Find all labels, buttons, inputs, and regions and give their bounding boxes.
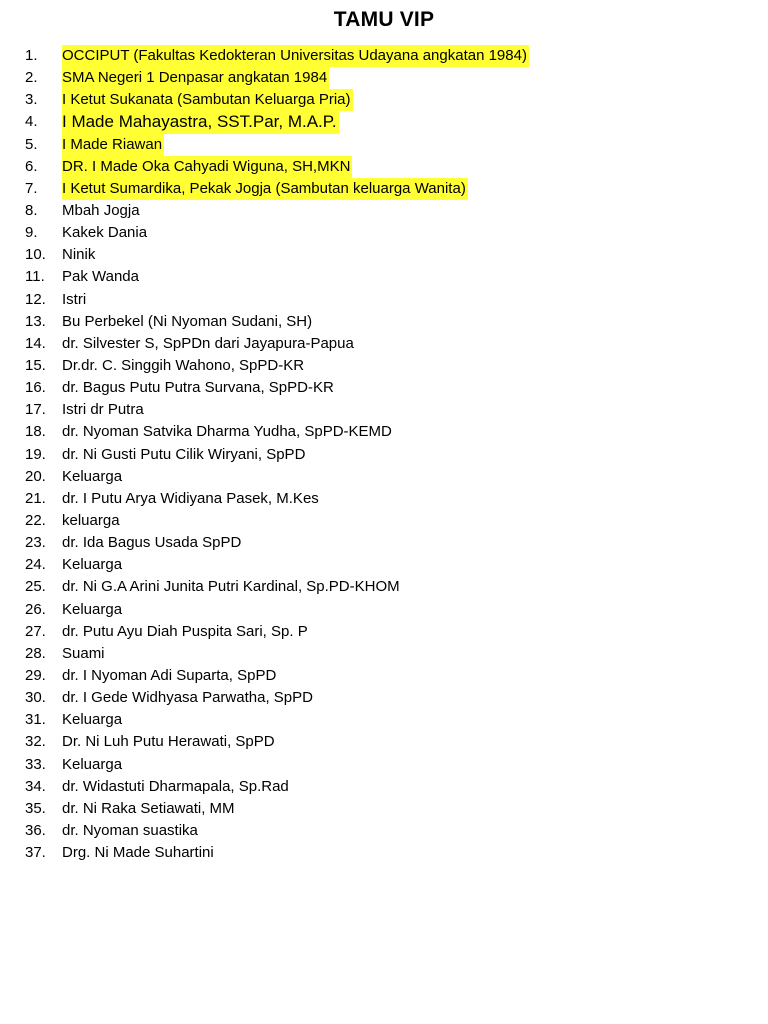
guest-name: Drg. Ni Made Suhartini [62,844,214,862]
guest-list-item [0,709,768,731]
guest-name: dr. Nyoman suastika [62,821,198,839]
guest-list-item [0,67,768,89]
guest-number: 26. [25,600,46,618]
guest-name: Keluarga [62,556,123,574]
guest-name: Bu Perbekel (Ni Nyoman Sudani, SH) [62,312,313,330]
guest-list-item [0,45,768,67]
guest-name: Keluarga [62,755,123,773]
guest-name: Keluarga [62,711,123,729]
guest-list-item [0,200,768,222]
guest-list-item [0,643,768,665]
guest-number: 15. [25,356,46,374]
guest-list-item [0,111,768,133]
guest-list-item [0,687,768,709]
guest-name-highlighted: OCCIPUT (Fakultas Kedokteran Universitas Udayana angkatan 1984) [62,45,529,67]
guest-name: dr. Ni Gusti Putu Cilik Wiryani, SpPD [62,445,306,463]
guest-list-item [0,134,768,156]
guest-name: Suami [62,644,105,662]
guest-number: 12. [25,290,46,308]
guest-number: 35. [25,799,46,817]
guest-list-item [0,731,768,753]
guest-number: 4. [25,113,38,131]
guest-name: Dr.dr. C. Singgih Wahono, SpPD-KR [62,356,305,374]
guest-name: Mbah Jogja [62,201,140,219]
guest-number: 36. [25,821,46,839]
guest-name: Ninik [62,246,96,264]
guest-name-highlighted: I Ketut Sukanata (Sambutan Keluarga Pria) [62,89,353,111]
guest-list-item [0,510,768,532]
guest-number: 14. [25,334,46,352]
guest-list-item [0,244,768,266]
guest-list-item [0,488,768,510]
guest-list-item [0,266,768,288]
guest-name: Dr. Ni Luh Putu Herawati, SpPD [62,733,275,751]
guest-name: dr. I Nyoman Adi Suparta, SpPD [62,666,277,684]
guest-list-item [0,466,768,488]
guest-name: Pak Wanda [62,268,139,286]
guest-list-item [0,444,768,466]
guest-name: dr. Nyoman Satvika Dharma Yudha, SpPD-KEMD [62,423,392,441]
guest-list-item [0,311,768,333]
guest-list-item [0,355,768,377]
guest-list-item [0,289,768,311]
guest-number: 5. [25,135,38,153]
guest-list-item [0,399,768,421]
guest-number: 18. [25,423,46,441]
guest-name: dr. Bagus Putu Putra Survana, SpPD-KR [62,379,334,397]
guest-number: 2. [25,69,38,87]
guest-number: 32. [25,733,46,751]
guest-number: 31. [25,711,46,729]
guest-number: 16. [25,379,46,397]
guest-number: 27. [25,622,46,640]
guest-name: dr. Ida Bagus Usada SpPD [62,534,242,552]
guest-list-item [0,89,768,111]
guest-name: dr. Putu Ayu Diah Puspita Sari, Sp. P [62,622,308,640]
guest-list-item [0,776,768,798]
guest-number: 10. [25,246,46,264]
guest-list-item [0,421,768,443]
guest-number: 19. [25,445,46,463]
guest-list-item [0,599,768,621]
guest-number: 23. [25,534,46,552]
guest-name: dr. I Gede Widhyasa Parwatha, SpPD [62,689,313,707]
guest-number: 25. [25,578,46,596]
guest-number: 1. [25,47,38,64]
guest-number: 17. [25,401,46,419]
guest-number: 29. [25,666,46,684]
page-title: TAMU VIP [333,8,435,31]
guest-list-item [0,621,768,643]
guest-name-highlighted: I Made Mahayastra, SST.Par, M.A.P. [62,111,339,133]
guest-list-item [0,842,768,864]
guest-number: 37. [25,844,46,862]
guest-number: 6. [25,157,38,175]
guest-name: keluarga [62,511,120,529]
guest-number: 30. [25,689,46,707]
guest-list-item [0,665,768,687]
guest-number: 7. [25,179,38,197]
guest-name: dr. Ni G.A Arini Junita Putri Kardinal, Sp.PD-KHOM [62,578,400,596]
guest-list-item [0,377,768,399]
guest-number: 8. [25,201,38,219]
guest-name: dr. I Putu Arya Widiyana Pasek, M.Kes [62,489,319,507]
guest-name: dr. Silvester S, SpPDn dari Jayapura-Papua [62,334,354,352]
guest-list [0,45,768,864]
guest-name-highlighted: DR. I Made Oka Cahyadi Wiguna, SH,MKN [62,156,352,178]
guest-number: 3. [25,91,38,109]
guest-name: Keluarga [62,600,123,618]
guest-name: Kakek Dania [62,224,148,242]
guest-list-item [0,178,768,200]
guest-name-highlighted: I Made Riawan [62,134,164,156]
guest-list-item [0,576,768,598]
guest-number: 21. [25,489,46,507]
guest-name-highlighted: SMA Negeri 1 Denpasar angkatan 1984 [62,67,329,89]
guest-list-item [0,333,768,355]
guest-number: 28. [25,644,46,662]
guest-number: 13. [25,312,46,330]
guest-name: dr. Ni Raka Setiawati, MM [62,799,235,817]
guest-list-item [0,754,768,776]
guest-name: dr. Widastuti Dharmapala, Sp.Rad [62,777,289,795]
guest-number: 20. [25,467,46,485]
guest-list-item [0,820,768,842]
guest-name-highlighted: I Ketut Sumardika, Pekak Jogja (Sambutan keluarga Wanita) [62,178,468,200]
guest-number: 24. [25,556,46,574]
guest-list-item [0,798,768,820]
guest-name: Istri dr Putra [62,401,144,419]
guest-name: Istri [62,290,87,308]
guest-list-item [0,222,768,244]
guest-number: 9. [25,224,38,242]
guest-list-item [0,156,768,178]
guest-number: 34. [25,777,46,795]
guest-number: 22. [25,511,46,529]
guest-list-item [0,554,768,576]
guest-number: 33. [25,755,46,773]
guest-list-item [0,532,768,554]
guest-name: Keluarga [62,467,123,485]
guest-number: 11. [25,268,45,286]
